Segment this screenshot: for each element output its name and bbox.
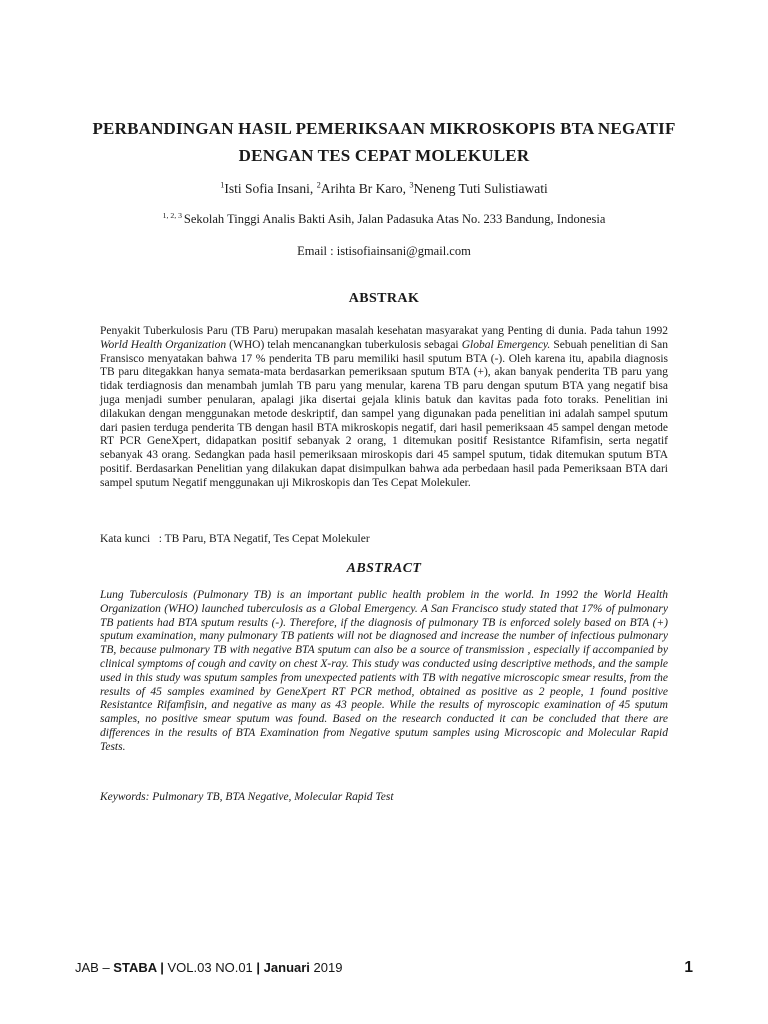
abstrak-heading: ABSTRAK xyxy=(348,291,420,306)
page-number: 1 xyxy=(684,959,693,976)
keywords-line: Keywords: Pulmonary TB, BTA Negative, Molecular Rapid Test xyxy=(100,791,394,803)
page-footer xyxy=(75,959,693,977)
paper-title xyxy=(75,115,693,169)
abstract-body: Lung Tuberculosis (Pulmonary TB) is an important public health problem in the world. In 1992 the World Health Organization (WHO) launched tuberculosis as a Global Emergency. A San Francisco study stated that 17% of pulmonary TB patients had BTA sputum results (-). Therefore, if the diagnosis of pulmonary TB is enforced solely based on BTA (+) sputum examination, many pulmonary TB patients will not be diagnosed and increase the number of infectious pulmonary TB, because pulmonary TB with negative BTA sputum can also be a source of transmission , especially if accompanied by clinical symptoms of cough and cavity on chest X-ray. This study was conducted using descriptive methods, and the sample used in this study was sputum samples from unexpected patients with TB with negative microscopic smear results, from the results of 45 samples examined by GeneXpert RT PCR method, obtained as positive as 2 people, 1 found positive Resistantce Rifamfisin, and negative as many as 43 people. While the results of myroscopic examination of 45 sputum samples, no positive smear sputum was found. Based on the research conducted it can be concluded that there are differences in the results of BTA Examination from Negative sputum samples using Microscopic and Molecular Rapid Tests. xyxy=(100,589,668,753)
journal-info: JAB – STABA | VOL.03 NO.01 | Januari 2019 xyxy=(75,960,343,975)
abstract-heading: ABSTRACT xyxy=(346,561,422,576)
authors-line: $^1$Isti Sofia Insani, $^2$Arihta Br Karo, $^3$Neneng Tuti Sulistiawati xyxy=(220,180,548,196)
affiliation-line: $^{1, 2, 3}$ Sekolah Tinggi Analis Bakti Asih, Jalan Padasuka Atas No. 233 Bandung, Indonesia xyxy=(162,210,606,226)
email-line: Email : istisofiainsani@gmail.com xyxy=(297,244,471,258)
paper-title-line2: DENGAN TES CEPAT MOLEKULER xyxy=(238,146,530,165)
kata-kunci-line: Kata kunci : TB Paru, BTA Negatif, Tes Cepat Molekuler xyxy=(100,533,370,545)
paper-title-line1: PERBANDINGAN HASIL PEMERIKSAAN MIKROSKOPIS BTA NEGATIF xyxy=(92,119,676,138)
abstrak-body: Penyakit Tuberkulosis Paru (TB Paru) merupakan masalah kesehatan masyarakat yang Penting di dunia. Pada tahun 1992 World Health Organization (WHO) telah mencanangkan tuberkulosis sebagai Global Emergency. Sebuah penelitian di San Fransisco menyatakan bahwa 17 % penderita TB paru memiliki hasil sputum BTA (-). Oleh karena itu, apabila diagnosis TB paru ditegakkan hanya semata-mata berdasarkan pemeriksaan sputum BTA (+), akan banyak penderita TB paru yang tidak terdiagnosis dan menambah jumlah TB paru yang menular, karena TB paru dengan sputum BTA yang negatif bisa juga menjadi sumber penularan, apalagi jika disertai gejala klinis batuk dan kavitas pada foto toraks. Penelitian ini dilakukan dengan menggunakan metode deskriptif, dan sampel yang digunakan pada penelitian ini adalah sampel sputum dari pasien terduga penderita TB dengan hasil BTA mikroskopis negatif, dari hasil pemeriksaan 45 sampel dengan metode RT PCR GeneXpert, didapatkan positif sebanyak 2 orang, 1 ditemukan positif Resistantce Rifamfisin, serta negatif sebanyak 43 orang. Sedangkan pada hasil pemeriksaan miroskopis dari 45 sampel sputum, tidak ditemukan sputum BTA positif. Berdasarkan Penelitian yang dilakukan dapat disimpulkan bahwa ada perbedaan hasil pada Pemeriksaan BTA dari sampel sputum Negatif menggunakan uji Mikroskopis dan Tes Cepat Molekuler. xyxy=(100,325,668,489)
